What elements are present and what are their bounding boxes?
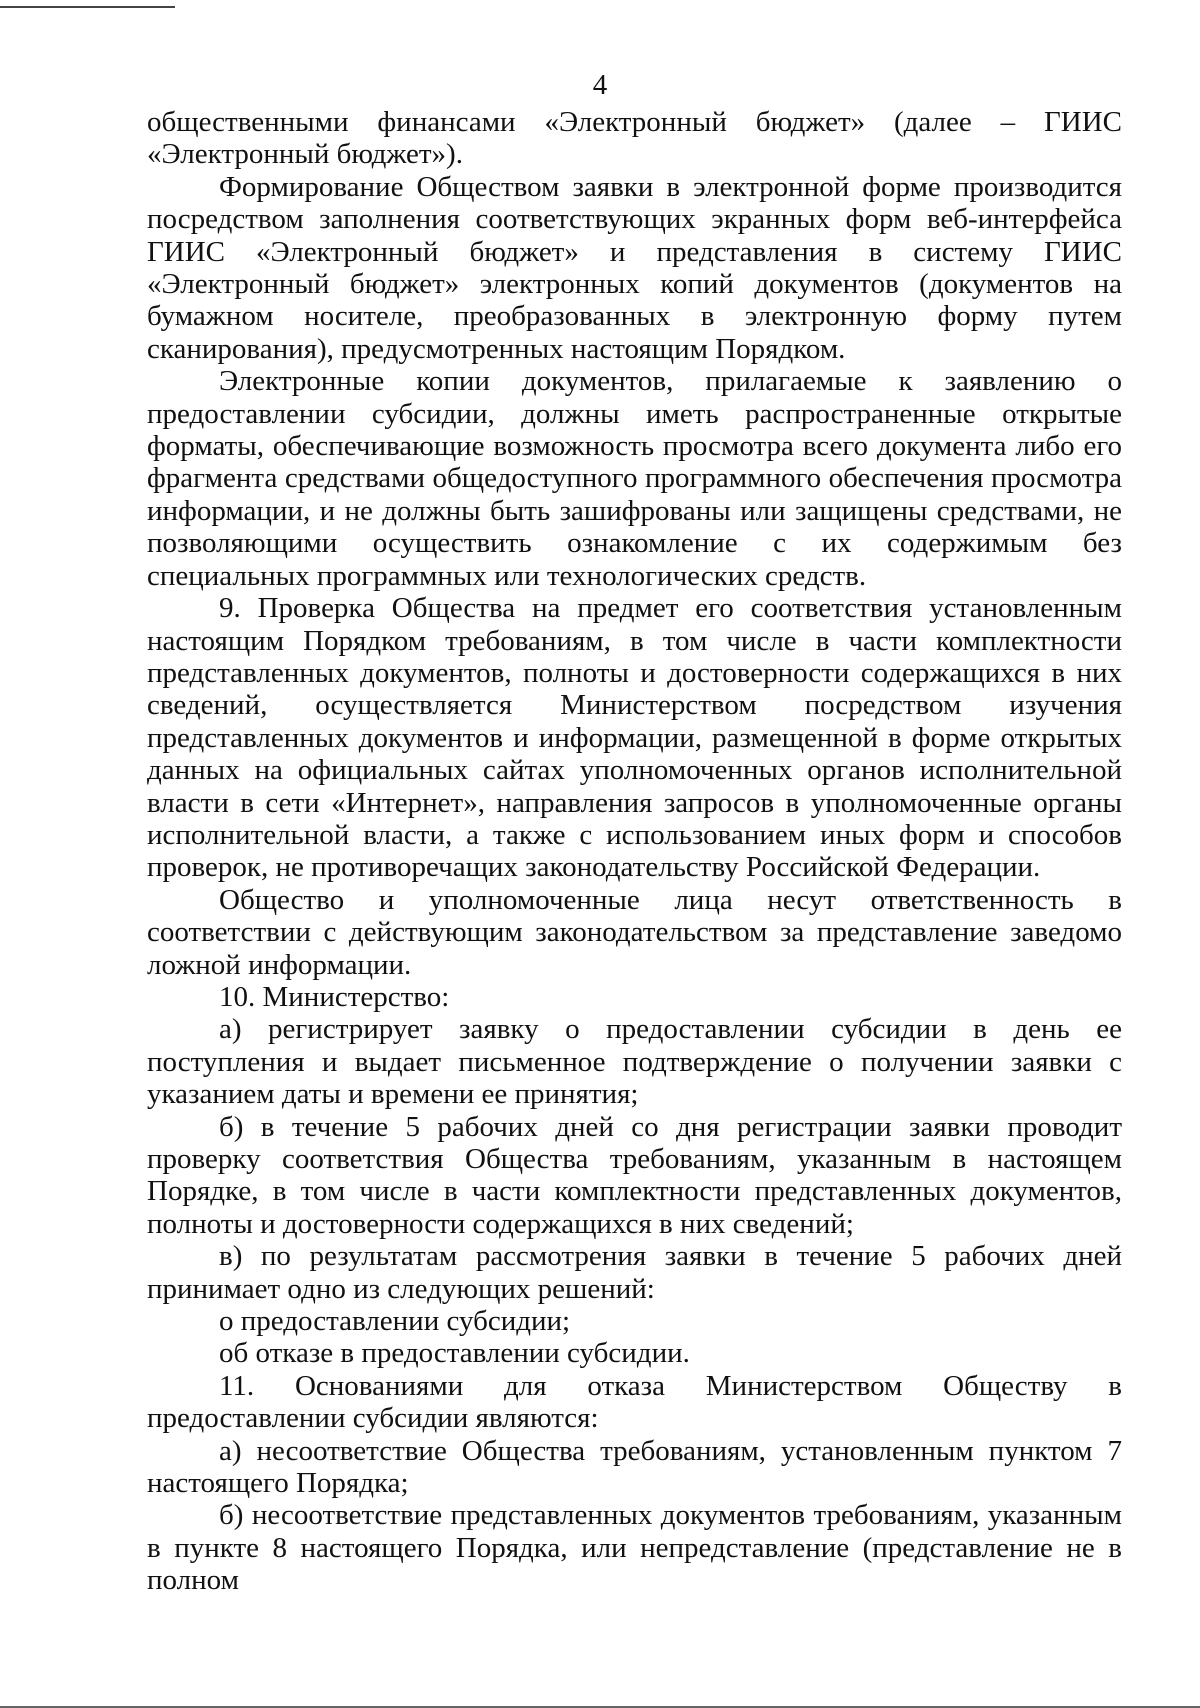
top-edge-rule (0, 6, 175, 8)
document-body (147, 106, 1122, 1597)
paragraph-4: 9. Проверка Общества на предмет его соответствия установленным настоящим Порядком требованиям, в том числе в части комплектности представленных документов, полноты и достоверности содержащихся в них сведений, осуществляется Министерством посредством изучения представленных документов и информации, размещенной в форме открытых данных на официальных сайтах уполномоченных органов исполнительной власти в сети «Интернет», направления запросов в уполномоченные органы исполнительной власти, а также с использованием иных форм и способов проверок, не противоречащих законодательству Российской Федерации. (147, 592, 1122, 884)
paragraph-3: Электронные копии документов, прилагаемые к заявлению о предоставлении субсидии, должны иметь распространенные открытые форматы, обеспечивающие возможность просмотра всего документа либо его фрагмента средствами общедоступного программного обеспечения просмотра информации, и не должны быть зашифрованы или защищены средствами, не позволяющими осуществить ознакомление с их содержимым без специальных программных или технологических средств. (147, 365, 1122, 592)
paragraph-8: б) в течение 5 рабочих дней со дня регистрации заявки проводит проверку соответствия Общества требованиям, указанным в настоящем Порядке, в том числе в части комплектности представленных документов, полноты и достоверности содержащихся в них сведений; (147, 1110, 1122, 1240)
paragraph-7: а) регистрирует заявку о предоставлении субсидии в день ее поступления и выдает письменное подтверждение о получении заявки с указанием даты и времени ее принятия; (147, 1013, 1122, 1111)
page-number: 4 (592, 69, 608, 101)
paragraph-13: а) несоответствие Общества требованиям, установленным пунктом 7 настоящего Порядка; (147, 1434, 1122, 1500)
paragraph-2: Формирование Обществом заявки в электронной форме производится посредством заполнения соответствующих экранных форм веб-интерфейса ГИИС «Электронный бюджет» и представления в систему ГИИС «Электронный бюджет» электронных копий документов (документов на бумажном носителе, преобразованных в электронную форму путем сканирования), предусмотренных настоящим Порядком. (147, 170, 1122, 365)
paragraph-1: общественными финансами «Электронный бюджет» (далее – ГИИС «Электронный бюджет»). (147, 106, 1122, 171)
paragraph-9: в) по результатам рассмотрения заявки в течение 5 рабочих дней принимает одно из следующих решений: (147, 1240, 1122, 1305)
paragraph-12: 11. Основаниями для отказа Министерством Обществу в предоставлении субсидии являются: (147, 1369, 1122, 1435)
paragraph-14: б) несоответствие представленных документов требованиям, указанным в пункте 8 настоящего Порядка, или непредставление (представление не в полном (147, 1499, 1122, 1597)
paragraph-6: 10. Министерство: (219, 980, 450, 1013)
paragraph-10: о предоставлении субсидии; (219, 1305, 571, 1338)
paragraph-11: об отказе в предоставлении субсидии. (219, 1337, 690, 1370)
paragraph-5: Общество и уполномоченные лица несут ответственность в соответствии с действующим законодательством за представление заведомо ложной информации. (147, 883, 1122, 981)
